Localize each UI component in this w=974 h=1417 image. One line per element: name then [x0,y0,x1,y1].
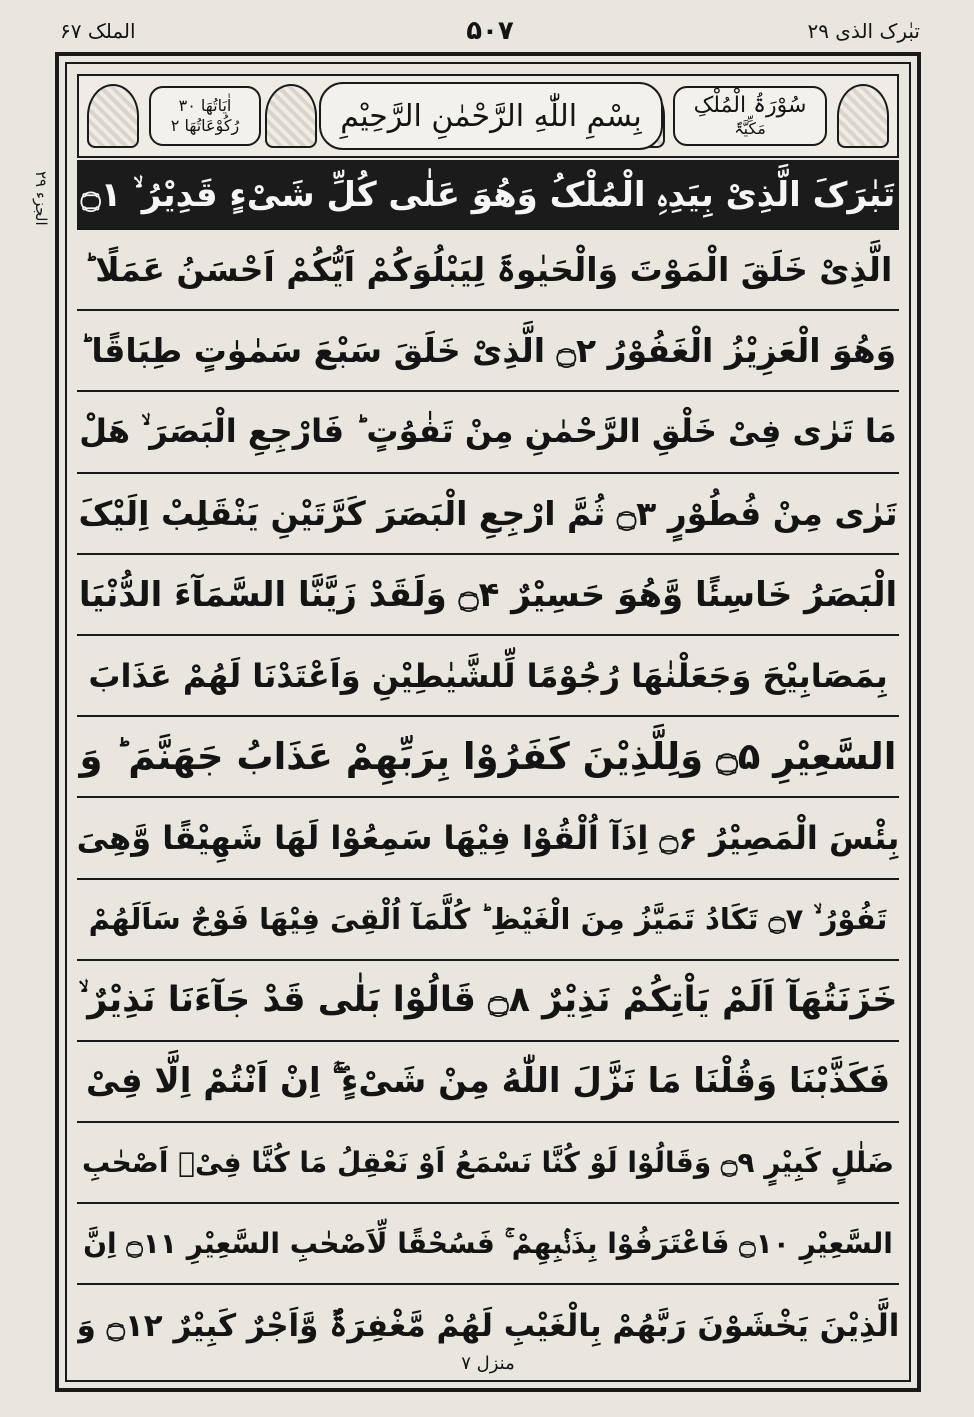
header-para-name: تبٰرک الذی ۲۹ [807,19,920,43]
ayat-count: اٰیَاتُھَا ۳۰ [178,96,232,115]
text-line: خَزَنَتُهَآ اَلَمْ یَاْتِکُمْ نَذِیْرٌ ۝۸ قَالُوْا بَلٰی قَدْ جَآءَنَا نَذِیْرٌ ۙ [77,961,899,1042]
surah-revelation-place: مَکِّیَّۃٌ [734,119,766,138]
text-line: السَّعِیْرِ ۝۱۰ فَاعْتَرَفُوْا بِذَنْۢبِهِمْ ۚ فَسُحْقًا لِّاَصْحٰبِ السَّعِیْرِ ۝۱۱ اِنَّ [77,1204,899,1285]
text-line: بِمَصَابِیْحَ وَجَعَلْنٰهَا رُجُوْمًا لِّلشَّیٰطِیْنِ وَاَعْتَدْنَا لَهُمْ عَذَابَ [77,636,899,717]
surah-name: سُوْرَۃُ الْمُلْکِ [693,93,807,118]
text-line: تَبٰرَکَ الَّذِیْ بِیَدِہِ الْمُلْکُ وَهُوَ عَلٰی کُلِّ شَیْءٍ قَدِیْرُ ۙ ۝۱ [77,160,899,230]
text-line: السَّعِیْرِ ۝۵ وَلِلَّذِیْنَ کَفَرُوْا بِرَبِّهِمْ عَذَابُ جَهَنَّمَ ؕ وَ [77,717,899,798]
text-line: الْبَصَرُ خَاسِئًا وَّهُوَ حَسِیْرٌ ۝۴ وَلَقَدْ زَیَّنَّا السَّمَآءَ الدُّنْیَا [77,555,899,636]
ornament-left-icon [87,84,139,148]
page-number: ۵۰۷ [466,16,514,46]
text-line: الَّذِیْ خَلَقَ الْمَوْتَ وَالْحَیٰوۃَ لِیَبْلُوَکُمْ اَیُّکُمْ اَحْسَنُ عَمَلًا ؕ [77,230,899,311]
page-frame-inner [32,62,911,1382]
text-line: بِئْسَ الْمَصِیْرُ ۝۶ اِذَآ اُلْقُوْا فِیْهَا سَمِعُوْا لَهَا شَهِیْقًا وَّهِیَ [77,798,899,879]
top-header [60,14,920,48]
para-label: الجزء ۲۹ [32,170,50,226]
surah-name-box [673,86,827,146]
text-line: وَهُوَ الْعَزِیْزُ الْغَفُوْرُ ۝۲ الَّذِیْ خَلَقَ سَبْعَ سَمٰوٰتٍ طِبَاقًا ؕ [77,311,899,392]
surah-header-panel [77,74,899,158]
text-line: فَکَذَّبْنَا وَقُلْنَا مَا نَزَّلَ اللّٰهُ مِنْ شَیْءٍ ۚۖ اِنْ اَنْتُمْ اِلَّا فِیْ [77,1042,899,1123]
text-line: ضَلٰلٍ کَبِیْرٍ ۝۹ وَقَالُوْا لَوْ کُنَّا نَسْمَعُ اَوْ نَعْقِلُ مَا کُنَّا فِیْۤ اَصْحٰبِ [77,1123,899,1204]
bismillah: بِسْمِ اللّٰهِ الرَّحْمٰنِ الرَّحِيْمِ [319,82,663,150]
ornament-right-icon [837,84,889,148]
header-surah-name: الملک ۶۷ [60,19,136,43]
ornament-center-left-icon [265,84,317,148]
page-frame [32,52,921,1392]
text-line: تَرٰی مِنْ فُطُوْرٍ ۝۳ ثُمَّ ارْجِعِ الْبَصَرَ کَرَّتَیْنِ یَنْقَلِبْ اِلَیْکَ [77,474,899,555]
text-line: مَا تَرٰی فِیْ خَلْقِ الرَّحْمٰنِ مِنْ تَفٰوُتٍ ؕ فَارْجِعِ الْبَصَرَ ۙ هَلْ [77,392,899,473]
text-line: الَّذِیْنَ یَخْشَوْنَ رَبَّهُمْ بِالْغَیْبِ لَهُمْ مَّغْفِرَۃٌ وَّاَجْرٌ کَبِیْرٌ ۝۱۲ وَ [77,1308,899,1345]
text-line: تَفُوْرُ ۙ ۝۷ تَکَادُ تَمَیَّزُ مِنَ الْغَیْظِ ؕ کُلَّمَآ اُلْقِیَ فِیْهَا فَوْجٌ سَاَلَهُمْ [77,880,899,961]
ruku-count: رُکُوْعَاتُھَا ۲ [170,116,240,135]
ayat-count-box [149,86,261,146]
text-lines [77,160,899,1367]
manzil-footer: منزل ۷ [461,1353,515,1374]
